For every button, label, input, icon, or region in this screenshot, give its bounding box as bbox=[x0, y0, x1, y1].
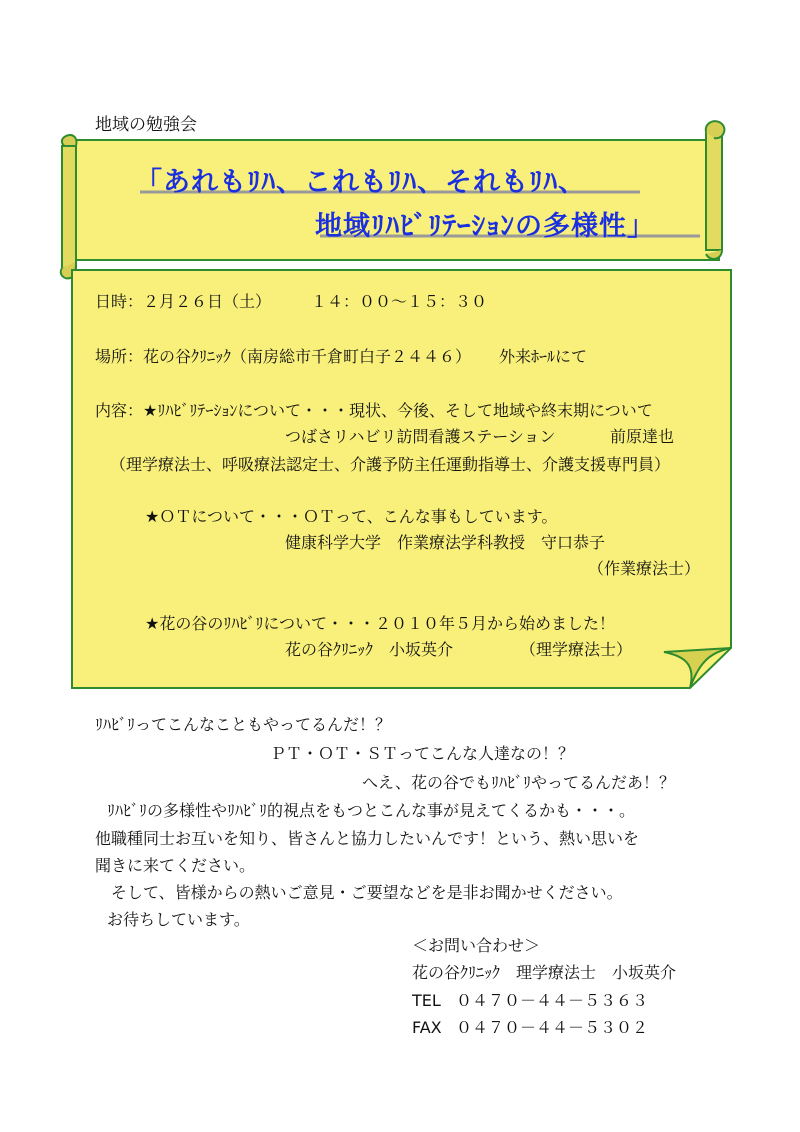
message-line: へえ、花の谷でもﾘﾊﾋﾞﾘやってるんだあ！？ bbox=[362, 773, 675, 792]
date-row bbox=[95, 289, 487, 312]
speaker-2-organization: 健康科学大学 作業療法学科教授 守口恭子 bbox=[285, 533, 606, 552]
time-text: １４：００～１５：３０ bbox=[311, 292, 488, 311]
message-line: そして、皆様からの熱いご意見・ご要望などを是非お聞かせください。 bbox=[111, 883, 623, 902]
speaker-3-qualifications: （理学療法士） bbox=[520, 640, 633, 659]
tel-label: TEL bbox=[412, 991, 441, 1010]
place-row bbox=[95, 344, 587, 367]
content-item-2: ★ＯＴについて・・・ＯＴって、こんな事もしています。 bbox=[145, 507, 558, 526]
tel-number: ０４７０－４４－５３６３ bbox=[456, 991, 649, 1010]
title-scroll-banner bbox=[61, 121, 725, 278]
fax-number: ０４７０－４４－５３０２ bbox=[456, 1018, 649, 1037]
contact-fax-row bbox=[412, 1015, 648, 1038]
speaker-1-organization: つばさリハビリ訪問看護ステーション bbox=[285, 427, 556, 446]
place-text: 場所：花の谷ｸﾘﾆｯｸ（南房総市千倉町白子２４４６） bbox=[95, 347, 472, 366]
speaker-3-organization: 花の谷ｸﾘﾆｯｸ 小坂英介 bbox=[285, 640, 454, 659]
date-text: 日時：２月２６日（土） bbox=[95, 292, 272, 311]
content-item-1: 内容：★ﾘﾊﾋﾞﾘﾃｰｼｮﾝについて・・・現状、今後、そして地域や終末期について bbox=[95, 401, 653, 420]
contact-organization: 花の谷ｸﾘﾆｯｸ 理学療法士 小坂英介 bbox=[412, 963, 677, 982]
speaker-1-name: 前原達也 bbox=[610, 427, 675, 446]
title-line-2: 地域ﾘﾊﾋﾞﾘﾃｰｼｮﾝの多様性」 bbox=[315, 211, 655, 242]
speaker-2-qualifications: （作業療法士） bbox=[588, 559, 701, 578]
title-line-1: 「あれもﾘﾊ、これもﾘﾊ、それもﾘﾊ、 bbox=[135, 167, 586, 198]
contact-heading: ＜お問い合わせ＞ bbox=[412, 936, 541, 955]
message-line: 他職種同士お互いを知り、皆さんと協力したいんです！という、熱い思いを bbox=[95, 829, 640, 848]
place-hall-text: 外来ﾎｰﾙにて bbox=[499, 347, 588, 366]
speaker-1-qualifications: （理学療法士、呼吸療法認定士、介護予防主任運動指導士、介護支援専門員） bbox=[110, 455, 671, 474]
message-line: ﾘﾊﾋﾞﾘの多様性やﾘﾊﾋﾞﾘ的視点をもつとこんな事が見えてくるかも・・・。 bbox=[107, 801, 636, 820]
message-line: ＰＴ・ＯＴ・ＳＴってこんな人達なの！？ bbox=[270, 744, 575, 763]
contact-tel-row bbox=[412, 988, 648, 1011]
message-line: 聞きに来てください。 bbox=[95, 856, 256, 875]
event-label: 地域の勉強会 bbox=[95, 115, 197, 135]
content-item-3: ★花の谷のﾘﾊﾋﾞﾘについて・・・２０１０年５月から始めました！ bbox=[145, 614, 616, 633]
message-line: ﾘﾊﾋﾞﾘってこんなこともやってるんだ！？ bbox=[95, 715, 392, 734]
fax-label: FAX bbox=[412, 1018, 442, 1037]
message-line: お待ちしています。 bbox=[107, 910, 250, 929]
